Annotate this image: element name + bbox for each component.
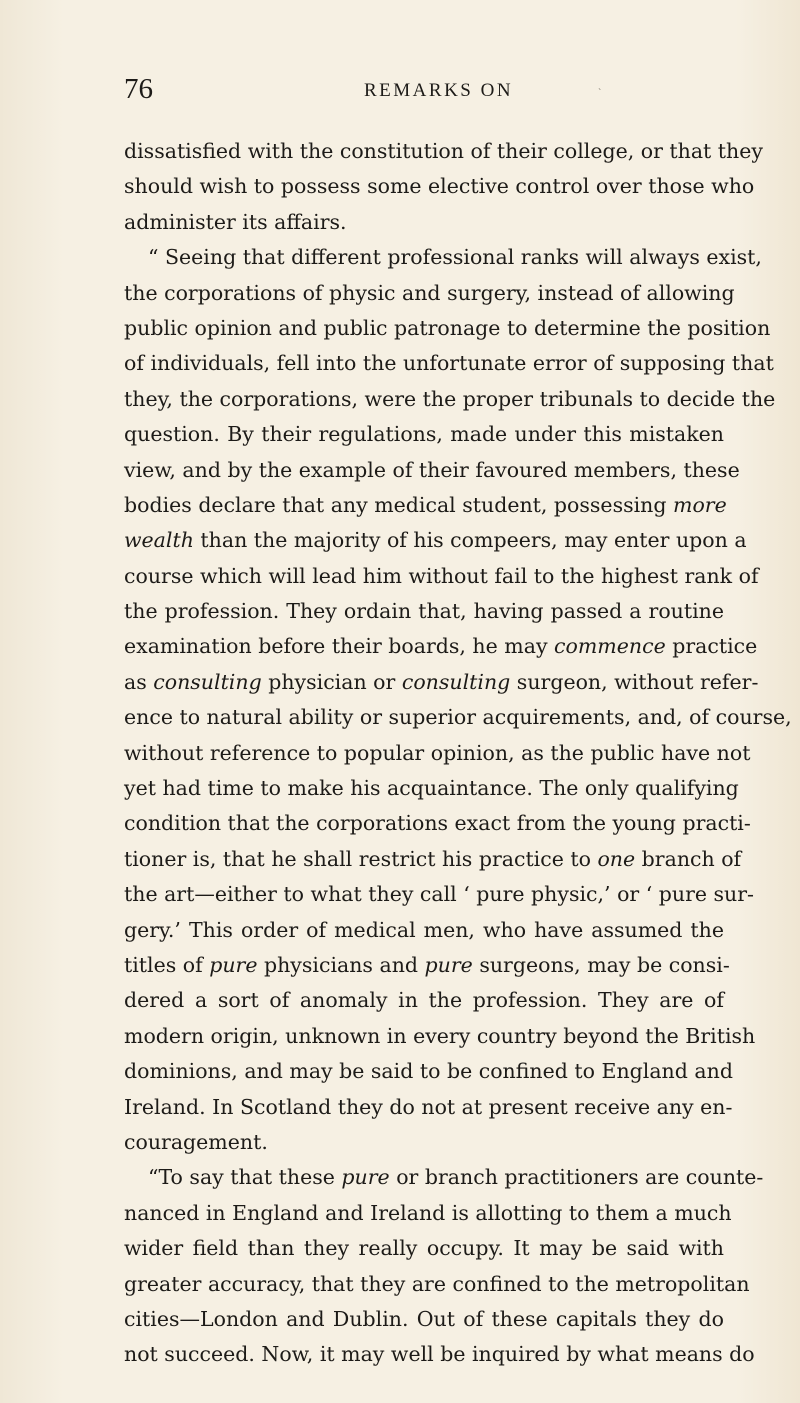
text-line xyxy=(124,1267,750,1302)
text-run: public opinion and public patronage to determine the position xyxy=(124,315,771,340)
text-line xyxy=(124,700,792,735)
text-line xyxy=(124,1125,724,1160)
text-line xyxy=(124,453,740,488)
text-line xyxy=(124,806,751,841)
text-line xyxy=(124,382,776,417)
text-line xyxy=(124,346,774,381)
running-head xyxy=(124,74,724,114)
text-run: dissatisfied with the constitution of their college, or that they xyxy=(124,139,763,163)
text-run: the corporations of physic and surgery, instead of allowing xyxy=(124,280,735,305)
text-run: surgeon, without refer- xyxy=(510,669,759,694)
text-run: physicians and xyxy=(257,952,425,977)
text-run: couragement. xyxy=(124,1129,268,1154)
text-run: branch of xyxy=(635,846,742,871)
text-run: “ Seeing that different professional ranks will always exist, xyxy=(148,245,762,270)
text-line xyxy=(124,1160,764,1195)
text-run: than the majority of his compeers, may enter upon a xyxy=(193,528,747,553)
text-line xyxy=(124,134,763,169)
text-run: modern origin, unknown in every country beyond the British xyxy=(124,1023,756,1048)
text-run: greater accuracy, that they are confined to the metropolitan xyxy=(124,1271,750,1296)
italic-text: commence xyxy=(554,634,666,659)
text-line xyxy=(124,1337,755,1372)
text-run: surgeons, may be consi- xyxy=(472,952,730,977)
text-line xyxy=(124,736,751,771)
text-line xyxy=(124,913,724,948)
text-line xyxy=(124,1019,756,1054)
text-run: wider field than they really occupy. It may be said with xyxy=(124,1236,724,1261)
text-run: condition that the corporations exact from the young practi- xyxy=(124,811,751,836)
text-line xyxy=(124,842,742,877)
text-run: “To say that these xyxy=(148,1165,342,1190)
body-text xyxy=(124,134,792,1373)
text-run: without reference to popular opinion, as the public have not xyxy=(124,740,751,765)
text-run: administer its affairs. xyxy=(124,209,347,234)
text-run: question. By their regulations, made under this mistaken xyxy=(124,422,724,447)
italic-text: one xyxy=(597,846,636,871)
text-line xyxy=(124,240,762,275)
italic-text: pure xyxy=(341,1165,390,1190)
printer-mark: ` xyxy=(598,88,602,99)
text-run: ence to natural ability or superior acquirements, and, of course, xyxy=(124,705,792,730)
text-run: dered a sort of anomaly in the profession. They are of xyxy=(124,988,724,1013)
text-run: cities—London and Dublin. Out of these capitals they do xyxy=(124,1306,724,1331)
text-line xyxy=(124,488,727,523)
text-run: physician or xyxy=(261,669,402,694)
italic-text: pure xyxy=(209,952,258,977)
text-line xyxy=(124,205,724,240)
text-run: not succeed. Now, it may well be inquired by what means do xyxy=(124,1342,755,1367)
text-run: course which will lead him without fail to the highest rank of xyxy=(124,563,759,588)
italic-text: wealth xyxy=(124,528,194,553)
text-line xyxy=(124,983,724,1018)
italic-text: consulting xyxy=(153,669,262,694)
text-run: as xyxy=(124,669,154,694)
text-line xyxy=(124,1196,732,1231)
text-run: Ireland. In Scotland they do not at present receive any en- xyxy=(124,1094,733,1119)
page-number: 76 xyxy=(124,73,153,105)
text-line xyxy=(124,1090,733,1125)
italic-text: pure xyxy=(424,952,473,977)
text-line xyxy=(124,1054,733,1089)
text-run: the profession. They ordain that, having passed a routine xyxy=(124,599,724,624)
text-run: nanced in England and Ireland is allotting to them a much xyxy=(124,1200,732,1225)
text-run: examination before their boards, he may xyxy=(124,634,555,659)
text-run: yet had time to make his acquaintance. The only qualifying xyxy=(124,776,739,801)
text-run: dominions, and may be said to be confined to England and xyxy=(124,1059,733,1084)
text-line xyxy=(124,877,754,912)
text-line xyxy=(124,665,759,700)
text-run: practice xyxy=(665,634,758,659)
text-run: they, the corporations, were the proper tribunals to decide the xyxy=(124,386,776,411)
text-line xyxy=(124,1231,724,1266)
text-line xyxy=(124,559,759,594)
text-line xyxy=(124,311,771,346)
text-line xyxy=(124,276,735,311)
text-run: view, and by the example of their favoured members, these xyxy=(124,457,740,482)
text-run: or branch practitioners are counte- xyxy=(389,1165,764,1190)
text-line xyxy=(124,629,758,664)
text-run: gery.’ This order of medical men, who have assumed the xyxy=(124,917,724,942)
text-line xyxy=(124,594,724,629)
text-run: bodies declare that any medical student, possessing xyxy=(124,492,674,517)
text-run: tioner is, that he shall restrict his practice to xyxy=(124,846,598,871)
italic-text: more xyxy=(673,492,727,517)
text-line xyxy=(124,169,755,204)
text-run: the art—either to what they call ‘ pure physic,’ or ‘ pure sur- xyxy=(124,882,754,907)
text-line xyxy=(124,948,730,983)
text-line xyxy=(124,417,724,452)
text-run: titles of xyxy=(124,952,210,977)
text-run: should wish to possess some elective control over those who xyxy=(124,174,755,199)
text-line xyxy=(124,1302,724,1337)
italic-text: consulting xyxy=(401,669,511,694)
text-run: of individuals, fell into the unfortunate error of supposing that xyxy=(124,351,774,376)
text-line xyxy=(124,771,739,806)
text-line xyxy=(124,523,747,558)
running-title: REMARKS ON xyxy=(364,80,514,101)
